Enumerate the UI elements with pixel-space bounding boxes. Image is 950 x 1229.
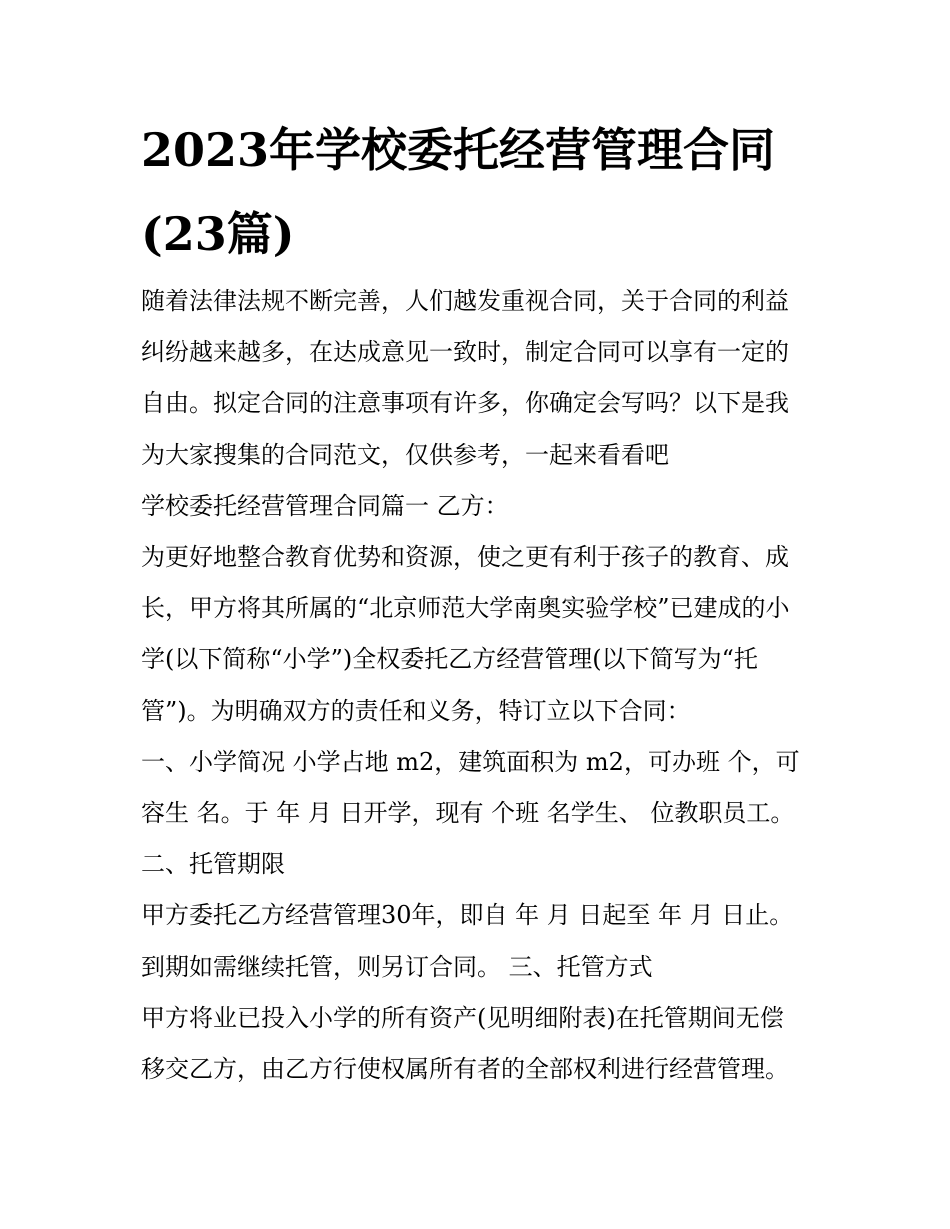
paragraph-line: 甲方委托乙方经营管理30年，即自 年 月 日起至 年 月 日止。 [141, 901, 794, 930]
title-line: (23篇) [141, 207, 295, 261]
section-heading-line: 二、托管期限 [141, 850, 285, 879]
paragraph-line: 容生 名。于 年 月 日开学，现有 个班 名学生、 位教职员工。 [141, 799, 795, 828]
intro-paragraph-line: 纠纷越来越多，在达成意见一致时，制定合同可以享有一定的 [141, 338, 789, 367]
intro-paragraph-line: 自由。拟定合同的注意事项有许多，你确定会写吗？以下是我 [141, 389, 789, 418]
paragraph-line: 长，甲方将其所属的“北京师范大学南奥实验学校”已建成的小 [141, 594, 790, 623]
paragraph-line: 一、小学简况 小学占地 m2，建筑面积为 m2，可办班 个，可 [141, 747, 800, 776]
section-heading-line: 学校委托经营管理合同篇一 乙方： [141, 491, 509, 520]
paragraph-line: 甲方将业已投入小学的所有资产(见明细附表)在托管期间无偿 [141, 1003, 784, 1032]
paragraph-line: 管”)。为明确双方的责任和义务，特订立以下合同： [141, 696, 691, 725]
intro-paragraph-line: 随着法律法规不断完善，人们越发重视合同，关于合同的利益 [141, 287, 789, 315]
intro-paragraph-line: 为大家搜集的合同范文，仅供参考，一起来看看吧 [141, 440, 669, 469]
title-line: 2023年学校委托经营管理合同 [141, 123, 776, 177]
paragraph-line: 学(以下简称“小学”)全权委托乙方经营管理(以下简写为“托 [141, 645, 758, 674]
paragraph-line: 到期如需继续托管，则另订合同。 三、托管方式 [141, 952, 653, 981]
paragraph-line: 移交乙方，由乙方行使权属所有者的全部权利进行经营管理。 [141, 1055, 789, 1084]
document-body [141, 276, 821, 1095]
paragraph-line: 为更好地整合教育优势和资源，使之更有利于孩子的教育、成 [141, 543, 789, 572]
document-title [141, 108, 821, 276]
